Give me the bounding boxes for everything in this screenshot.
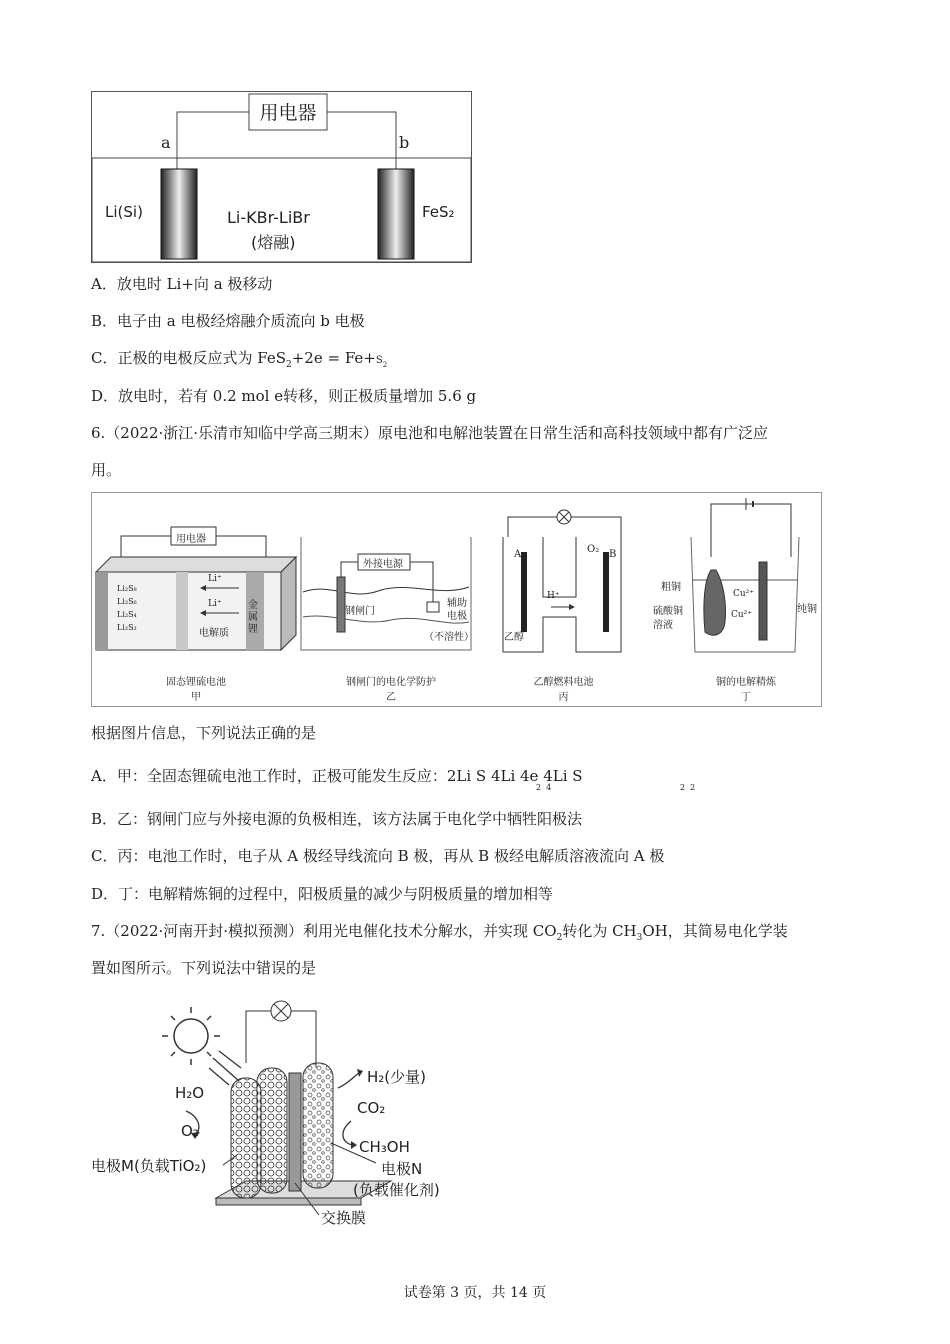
yi-power-label: 外接电源 bbox=[363, 559, 403, 570]
h2o-label: H₂O bbox=[175, 1084, 205, 1102]
ding-letter: 丁 bbox=[741, 692, 751, 703]
ding-cu-2: Cu²⁺ bbox=[731, 610, 753, 620]
co2-label: CO₂ bbox=[357, 1099, 386, 1117]
o2-label: O₂ bbox=[181, 1122, 199, 1140]
electrode-n-label: 电极N bbox=[381, 1160, 423, 1178]
electrode-m-label: 电极M(负载TiO₂) bbox=[91, 1157, 207, 1175]
electrolyte-label: Li-KBr-LiBr bbox=[227, 208, 310, 227]
q5-c-tail-sub: 2 bbox=[382, 361, 388, 369]
anode-label: Li(Si) bbox=[105, 203, 143, 221]
q5-c-text-2: +2e = Fe+ bbox=[291, 349, 376, 367]
q5-option-b: B．电子由 a 电极经熔融介质流向 b 电极 bbox=[91, 312, 365, 330]
bing-b-label: B bbox=[609, 549, 617, 560]
jia-lis-1: Li₂S₆ bbox=[117, 597, 137, 606]
q6-option-a: A．甲：全固态锂硫电池工作时，正极可能发生反应：2Li S 4Li 4e 4Li S bbox=[91, 767, 583, 785]
q7-stem-1a: 7.（2022·河南开封·模拟预测）利用光电催化技术分解水，并实现 CO bbox=[91, 922, 557, 940]
cathode-label: FeS₂ bbox=[422, 203, 455, 221]
h2-label: H₂(少量) bbox=[367, 1068, 426, 1086]
bing-electrode-a bbox=[521, 552, 527, 632]
q6-stem-line-2: 用。 bbox=[91, 461, 122, 479]
yi-letter: 乙 bbox=[386, 692, 396, 703]
electrolyte-state: (熔融) bbox=[251, 233, 296, 252]
yi-steel-gate bbox=[337, 577, 345, 632]
q6-option-d: D．丁：电解精炼铜的过程中，阳极质量的减少与阴极质量的增加相等 bbox=[91, 885, 554, 903]
exchange-membrane bbox=[289, 1073, 301, 1191]
q6-option-c: C．丙：电池工作时，电子从 A 极经导线流向 B 极，再从 B 极经电解质溶液流向 A 极 bbox=[91, 847, 665, 865]
ding-sol-1: 硫酸铜 bbox=[653, 606, 683, 617]
q6-stem-line-1: 6.（2022·浙江·乐清市知临中学高三期末）原电池和电解池装置在日常生活和高科技领域中都有广泛应 bbox=[91, 424, 769, 442]
q5-option-d: D．放电时，若有 0.2 mol e转移，则正极质量增加 5.6 g bbox=[91, 387, 477, 405]
bing-o2-label: O₂ bbox=[587, 544, 600, 555]
yi-caption: 钢闸门的电化学防护 bbox=[346, 677, 436, 688]
q5-c-sub: 2 bbox=[286, 360, 292, 370]
terminal-b: b bbox=[399, 133, 410, 152]
q7-stem-line-1 bbox=[91, 921, 788, 948]
jia-load-label: 用电器 bbox=[176, 534, 206, 545]
yi-gate-label: 钢闸门 bbox=[345, 606, 375, 617]
right-electrode bbox=[378, 169, 414, 259]
ding-pure-label: 纯铜 bbox=[797, 604, 817, 615]
yi-aux-label: 辅助电极 bbox=[447, 598, 467, 622]
page-footer: 试卷第 3 页，共 14 页 bbox=[403, 1285, 547, 1301]
jia-lis-list bbox=[117, 582, 137, 634]
figure-four-panels bbox=[91, 492, 822, 707]
q5-c-tail: S bbox=[375, 355, 383, 366]
jia-electrolyte: 电解质 bbox=[199, 628, 229, 639]
jia-li-1: Li⁺ bbox=[208, 574, 222, 584]
q6-option-b: B．乙：钢闸门应与外接电源的负极相连，该方法属于电化学中牺牲阳极法 bbox=[91, 810, 583, 828]
sun-icon bbox=[162, 1007, 220, 1065]
jia-lis-0: Li₂S₈ bbox=[117, 584, 137, 593]
ding-pure-copper bbox=[759, 562, 767, 640]
load-label: 用电器 bbox=[259, 102, 317, 124]
q5-option-a: A．放电时 Li+向 a 极移动 bbox=[91, 275, 273, 293]
yi-insoluble: （不溶性） bbox=[424, 632, 474, 643]
q6-a-sub-1: 2 4 bbox=[536, 783, 552, 792]
q7-stem-line-2: 置如图所示。下列说法中错误的是 bbox=[91, 959, 317, 977]
q7-sub-3: 3 bbox=[636, 933, 643, 943]
catalyst-label: (负载催化剂) bbox=[353, 1181, 440, 1199]
q5-option-c bbox=[91, 348, 387, 375]
bing-a-label: A bbox=[514, 549, 522, 560]
ding-crude-label: 粗铜 bbox=[661, 582, 681, 593]
jia-lis-3: Li₂S₂ bbox=[117, 623, 137, 632]
jia-metal: 金属锂 bbox=[248, 600, 258, 635]
terminal-a: a bbox=[161, 133, 171, 152]
figure-thermal-battery bbox=[91, 91, 472, 263]
ding-cu-1: Cu²⁺ bbox=[733, 589, 755, 599]
q7-sub-2: 2 bbox=[556, 933, 563, 943]
ding-caption: 铜的电解精炼 bbox=[716, 677, 776, 688]
electrode-n-cylinder bbox=[303, 1063, 333, 1188]
q5-c-text: C．正极的电极反应式为 FeS bbox=[91, 349, 286, 367]
left-electrode bbox=[161, 169, 197, 259]
bing-ethanol-label: 乙醇 bbox=[504, 632, 524, 643]
ding-sol-2: 溶液 bbox=[653, 620, 673, 631]
jia-caption: 固态锂硫电池 bbox=[166, 677, 226, 688]
q6-question: 根据图片信息，下列说法正确的是 bbox=[91, 724, 317, 742]
bing-h-label: H⁺ bbox=[547, 591, 560, 601]
ch3oh-label: CH₃OH bbox=[359, 1138, 410, 1156]
electrode-m-cylinder-2 bbox=[257, 1068, 287, 1193]
jia-letter: 甲 bbox=[191, 692, 201, 703]
jia-lis-2: Li₂S₄ bbox=[117, 610, 137, 619]
bing-caption: 乙醇燃料电池 bbox=[533, 677, 594, 688]
membrane-label: 交换膜 bbox=[321, 1209, 367, 1227]
jia-li-2: Li⁺ bbox=[208, 599, 222, 609]
figure-photoelectrocatalysis bbox=[91, 993, 471, 1233]
bing-electrode-b bbox=[603, 552, 609, 632]
q6-a-sub-2: 2 2 bbox=[680, 783, 696, 792]
q7-stem-1c: OH，其简易电化学装 bbox=[642, 922, 788, 940]
q7-stem-1b: 转化为 CH bbox=[562, 922, 637, 940]
bing-letter: 丙 bbox=[558, 692, 569, 703]
